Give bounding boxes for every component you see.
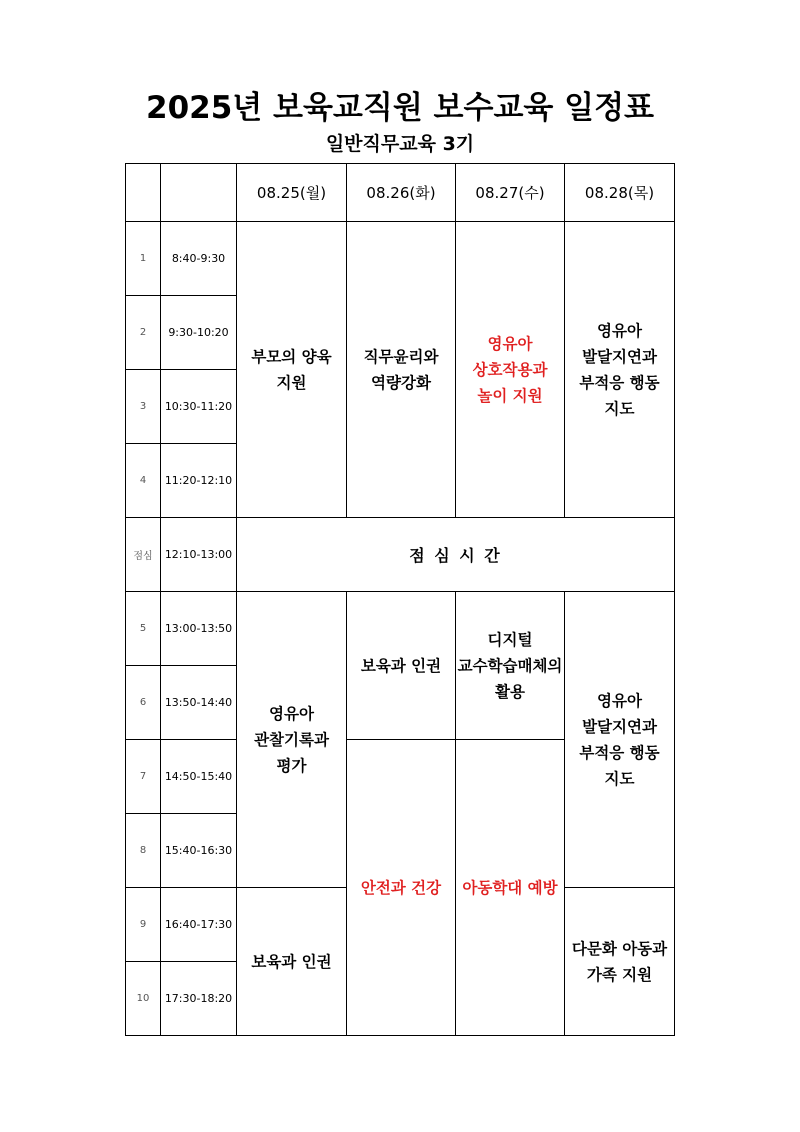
period-number: 2 [126,296,161,370]
course-mon-afternoon-2: 보육과 인권 [237,888,347,1036]
period-time: 13:00-13:50 [161,592,237,666]
period-time: 13:50-14:40 [161,666,237,740]
course-thu-morning: 영유아 발달지연과 부적응 행동 지도 [565,222,675,518]
period-time: 14:50-15:40 [161,740,237,814]
period-row [126,222,675,296]
course-wed-morning: 영유아 상호작용과 놀이 지원 [456,222,565,518]
document-title: 2025년 보육교직원 보수교육 일정표 [146,90,654,126]
period-number: 10 [126,962,161,1036]
period-number: 4 [126,444,161,518]
course-thu-afternoon-2: 다문화 아동과 가족 지원 [565,888,675,1036]
schedule-table [125,163,675,1036]
header-day-thu: 08.28(목) [565,164,675,222]
period-number: 1 [126,222,161,296]
period-number: 9 [126,888,161,962]
period-time: 15:40-16:30 [161,814,237,888]
period-time: 11:20-12:10 [161,444,237,518]
lunch-row [126,518,675,592]
period-row [126,592,675,666]
course-wed-afternoon-2: 아동학대 예방 [456,740,565,1036]
period-time: 12:10-13:00 [161,518,237,592]
period-time: 10:30-11:20 [161,370,237,444]
lunch-break: 점 심 시 간 [237,518,675,592]
period-time: 8:40-9:30 [161,222,237,296]
header-day-mon: 08.25(월) [237,164,347,222]
period-number: 7 [126,740,161,814]
period-time: 16:40-17:30 [161,888,237,962]
period-time: 9:30-10:20 [161,296,237,370]
course-mon-afternoon-1: 영유아 관찰기록과 평가 [237,592,347,888]
period-number: 8 [126,814,161,888]
course-mon-morning: 부모의 양육 지원 [237,222,347,518]
course-tue-morning: 직무윤리와 역량강화 [347,222,456,518]
period-time: 17:30-18:20 [161,962,237,1036]
header-row [126,164,675,222]
period-number: 점심 [126,518,161,592]
header-blank-num [126,164,161,222]
course-tue-afternoon-2: 안전과 건강 [347,740,456,1036]
period-number: 3 [126,370,161,444]
header-blank-time [161,164,237,222]
course-wed-afternoon-1: 디지털 교수학습매체의 활용 [456,592,565,740]
period-number: 6 [126,666,161,740]
period-number: 5 [126,592,161,666]
course-tue-afternoon-1: 보육과 인권 [347,592,456,740]
header-day-wed: 08.27(수) [456,164,565,222]
document-subtitle: 일반직무교육 3기 [325,133,475,155]
header-day-tue: 08.26(화) [347,164,456,222]
course-thu-afternoon-1: 영유아 발달지연과 부적응 행동 지도 [565,592,675,888]
